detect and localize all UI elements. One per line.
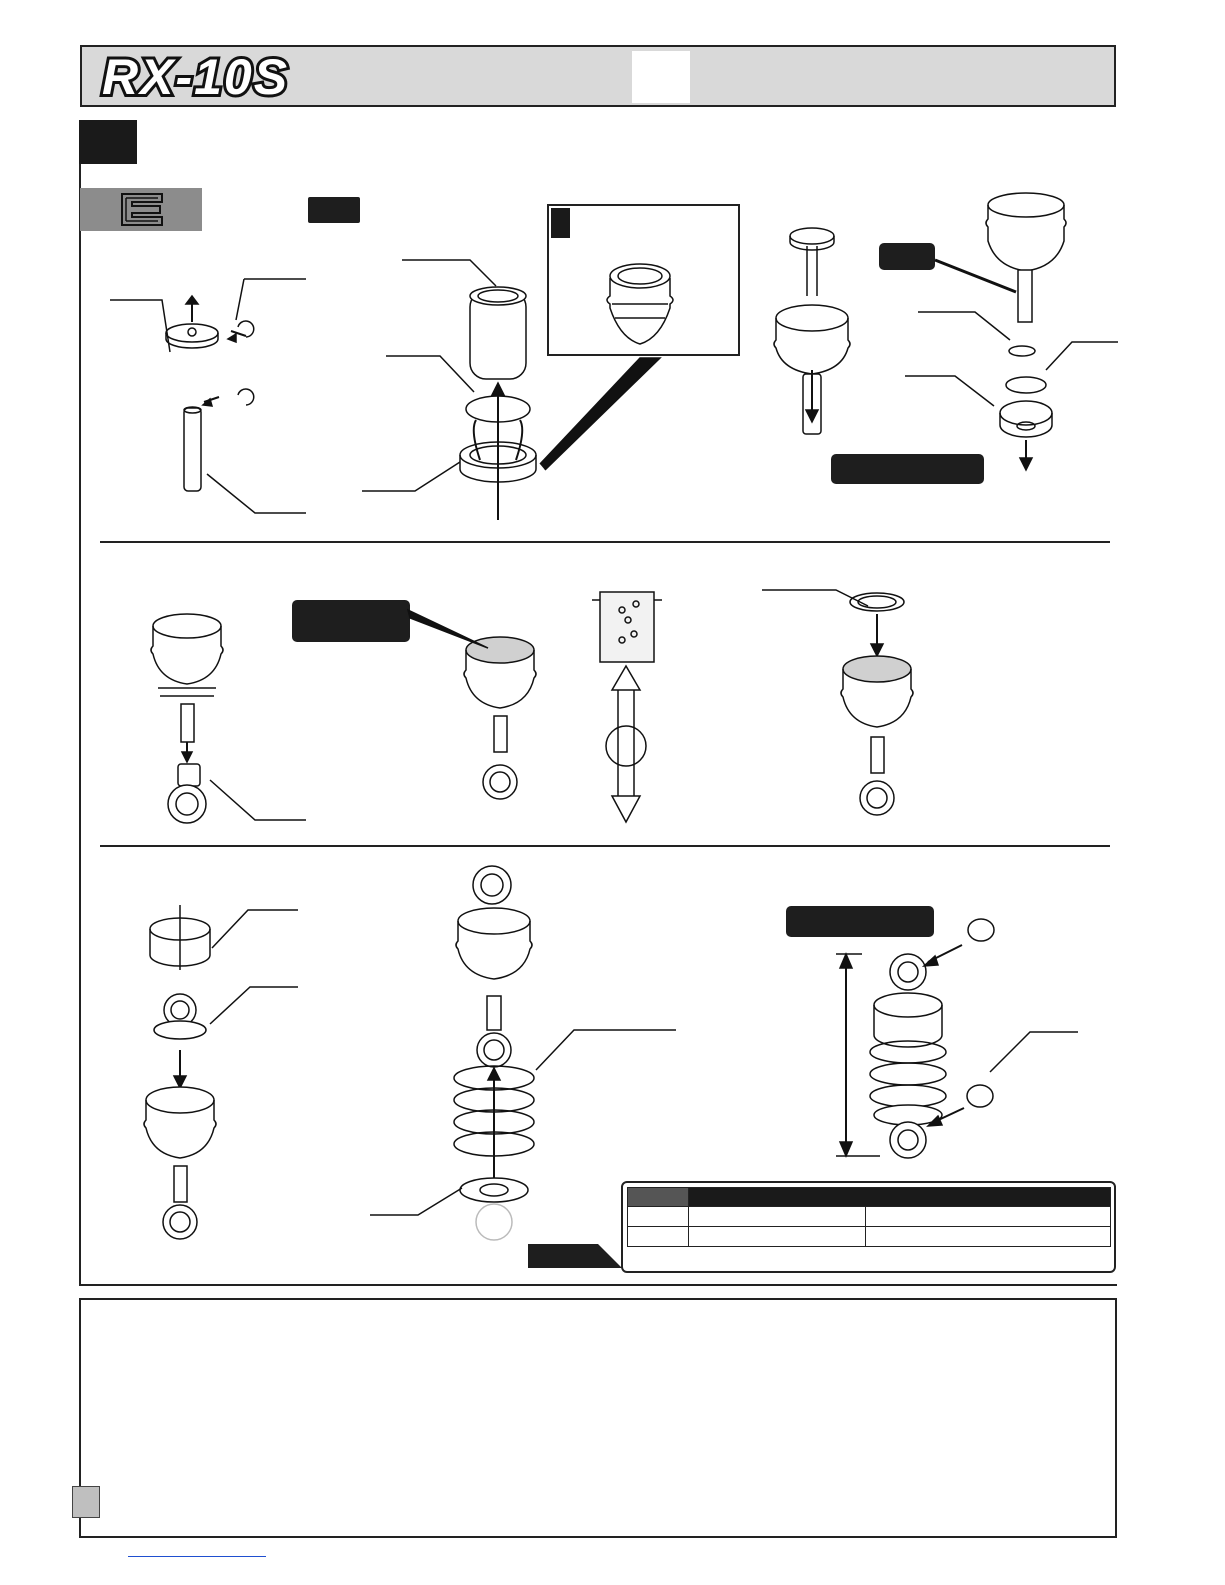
spec-header-cell-1	[689, 1188, 1111, 1207]
spec-cell	[628, 1207, 689, 1227]
spec-cell	[689, 1207, 866, 1227]
bleed-tool-illustration	[592, 592, 662, 822]
spec-cell	[689, 1227, 866, 1247]
rod-end-attach-illustration	[151, 614, 306, 823]
footer-link-underline[interactable]	[128, 1556, 266, 1557]
spec-table-header-row	[628, 1188, 1111, 1207]
svg-text:RX-10S: RX-10S	[102, 54, 290, 100]
page-corner-tab	[72, 1486, 100, 1518]
table-row	[628, 1227, 1111, 1247]
spec-cell	[866, 1227, 1111, 1247]
spec-table-grid	[627, 1187, 1111, 1247]
table-row	[628, 1207, 1111, 1227]
notes-box	[79, 1298, 1117, 1538]
cap-install-illustration	[762, 590, 913, 815]
spec-header-cell-0	[628, 1188, 689, 1207]
spec-cell	[866, 1207, 1111, 1227]
shock-body-top-illustration	[905, 193, 1118, 470]
spring-spec-table	[621, 1181, 1116, 1273]
shaft-insert-illustration	[774, 228, 850, 434]
shock-cartridge-illustration	[362, 260, 660, 520]
inset-cartridge-illustration	[607, 264, 673, 344]
completed-shock-illustration	[836, 919, 1078, 1158]
spec-cell	[628, 1227, 689, 1247]
shock-piston-illustration	[110, 279, 306, 513]
upper-mount-illustration	[144, 905, 298, 1239]
oil-fill-illustration	[408, 610, 536, 799]
